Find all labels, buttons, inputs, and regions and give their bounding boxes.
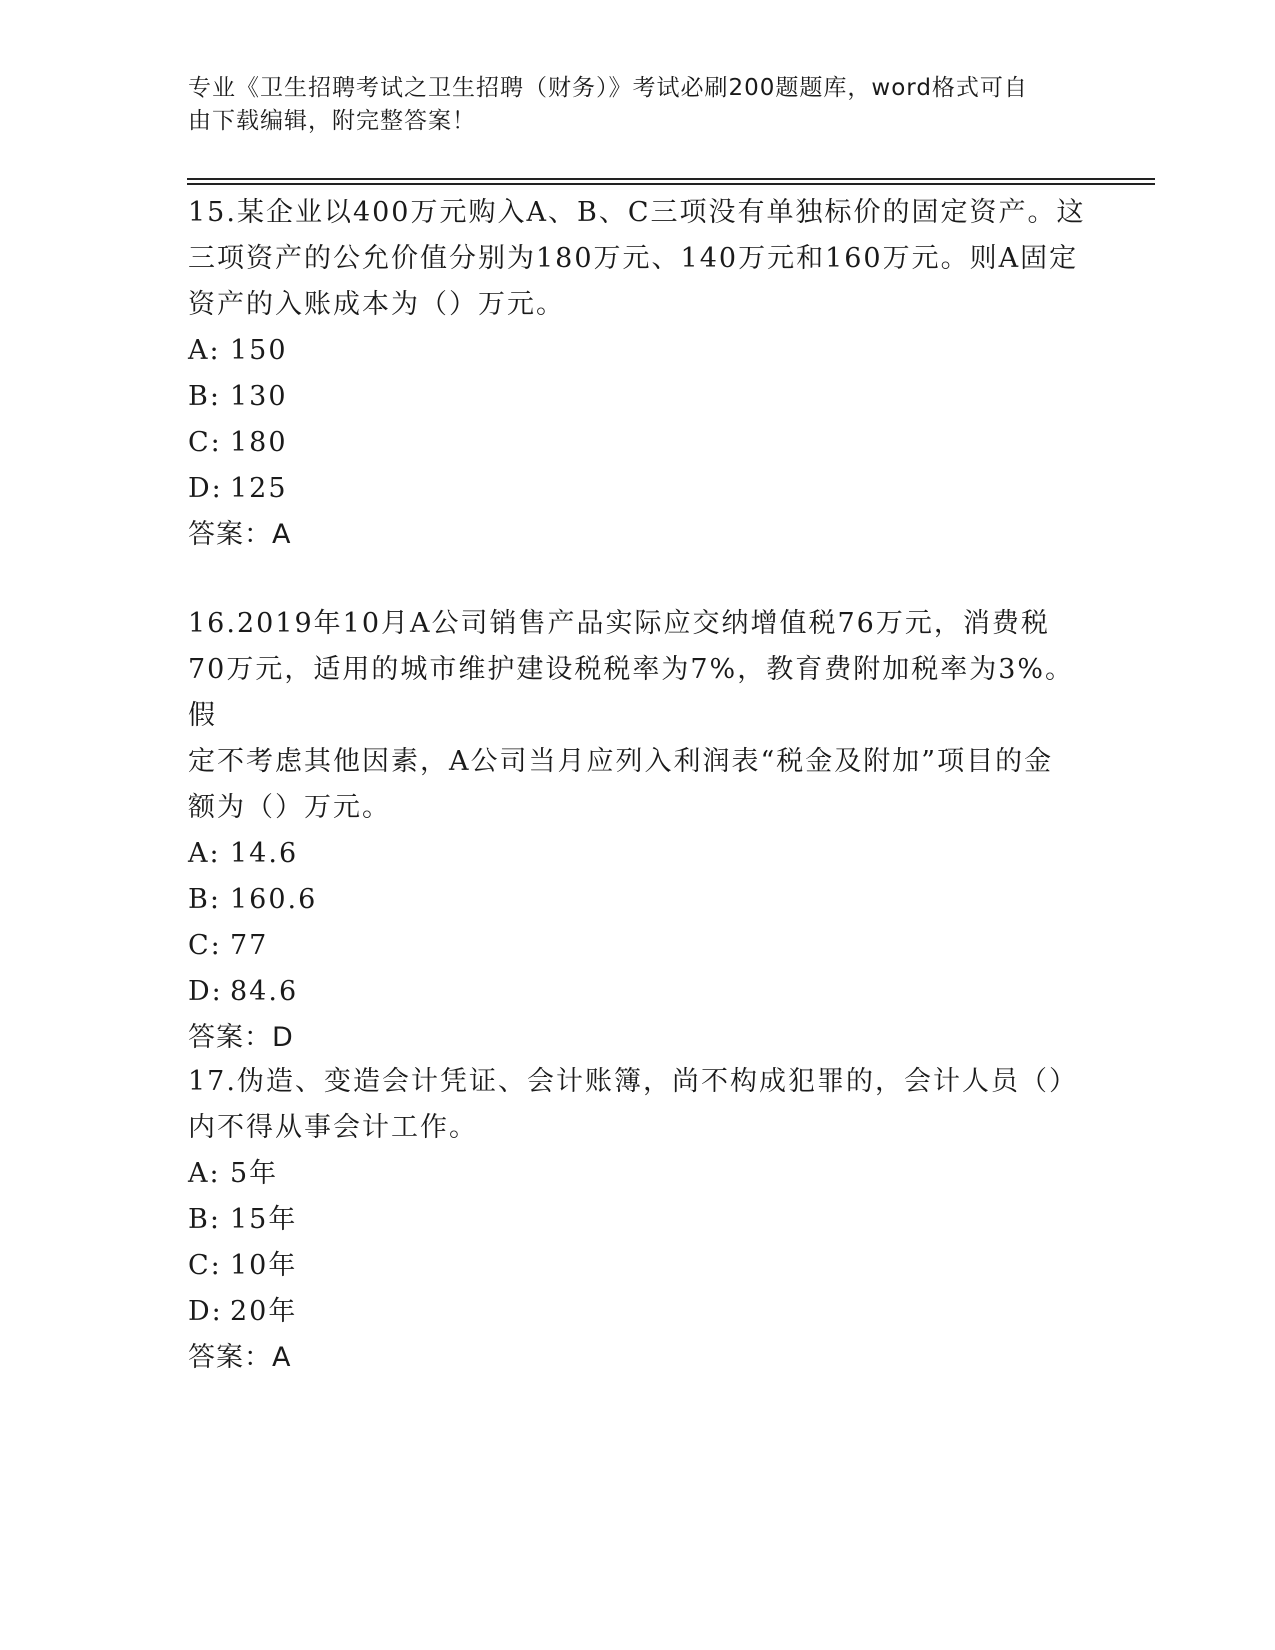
question-17-line-1: 17.伪造、变造会计凭证、会计账簿，尚不构成犯罪的，会计人员（） — [188, 1066, 1078, 1097]
option-text: 125 — [230, 473, 288, 504]
option-text: 130 — [230, 381, 288, 412]
question-17-option-d — [188, 1289, 1088, 1335]
question-17-line-2: 内不得从事会计工作。 — [188, 1112, 478, 1143]
question-15-stem — [188, 190, 1088, 328]
option-text: 5年 — [230, 1158, 279, 1189]
question-16-option-b — [188, 877, 1088, 923]
question-16-option-a — [188, 831, 1088, 877]
option-letter: A: — [188, 838, 221, 869]
question-16-line-4: 额为（）万元。 — [188, 792, 391, 823]
question-17-answer: 答案：A — [188, 1342, 292, 1373]
option-text: 160.6 — [230, 884, 318, 915]
question-15-line-2: 三项资产的公允价值分别为180万元、140万元和160万元。则A固定 — [188, 243, 1079, 274]
question-15-option-b — [188, 374, 1088, 420]
option-letter: B: — [188, 381, 221, 412]
question-17-option-b — [188, 1197, 1088, 1243]
option-letter: C: — [188, 1250, 222, 1281]
question-15-answer: 答案：A — [188, 519, 292, 550]
option-letter: D: — [188, 976, 223, 1007]
option-letter: D: — [188, 473, 223, 504]
header-divider-top — [187, 178, 1155, 180]
document-header — [188, 72, 1068, 138]
header-line-1: 专业《卫生招聘考试之卫生招聘（财务）》考试必刷200题题库，word格式可自 — [188, 75, 1028, 101]
option-text: 14.6 — [230, 838, 299, 869]
question-16-stem — [188, 601, 1088, 831]
option-letter: C: — [188, 930, 222, 961]
question-17-stem — [188, 1059, 1088, 1151]
question-17-option-a — [188, 1151, 1088, 1197]
question-16-answer: 答案：D — [188, 1022, 294, 1053]
question-15 — [188, 190, 1088, 558]
option-text: 84.6 — [230, 976, 299, 1007]
header-line-2: 由下载编辑，附完整答案！ — [188, 108, 476, 134]
question-15-option-c — [188, 420, 1088, 466]
option-letter: B: — [188, 1204, 221, 1235]
option-text: 180 — [230, 427, 288, 458]
option-text: 77 — [230, 930, 269, 961]
question-15-line-3: 资产的入账成本为（）万元。 — [188, 289, 565, 320]
question-16 — [188, 601, 1088, 1061]
question-15-option-d — [188, 466, 1088, 512]
option-letter: D: — [188, 1296, 223, 1327]
option-letter: C: — [188, 427, 222, 458]
question-16-line-2: 70万元，适用的城市维护建设税税率为7%，教育费附加税率为3%。假 — [188, 654, 1075, 731]
question-15-option-a — [188, 328, 1088, 374]
header-divider-bottom — [187, 183, 1155, 185]
option-text: 10年 — [230, 1250, 298, 1281]
question-15-line-1: 15.某企业以400万元购入A、B、C三项没有单独标价的固定资产。这 — [188, 197, 1086, 228]
option-letter: A: — [188, 335, 221, 366]
question-16-option-c — [188, 923, 1088, 969]
question-17-option-c — [188, 1243, 1088, 1289]
question-17 — [188, 1059, 1088, 1381]
option-letter: B: — [188, 884, 221, 915]
question-16-option-d — [188, 969, 1088, 1015]
question-16-line-3: 定不考虑其他因素，A公司当月应列入利润表“税金及附加”项目的金 — [188, 746, 1054, 777]
option-text: 15年 — [230, 1204, 298, 1235]
option-letter: A: — [188, 1158, 221, 1189]
option-text: 20年 — [230, 1296, 298, 1327]
question-16-line-1: 16.2019年10月A公司销售产品实际应交纳增值税76万元，消费税 — [188, 608, 1050, 639]
option-text: 150 — [230, 335, 288, 366]
